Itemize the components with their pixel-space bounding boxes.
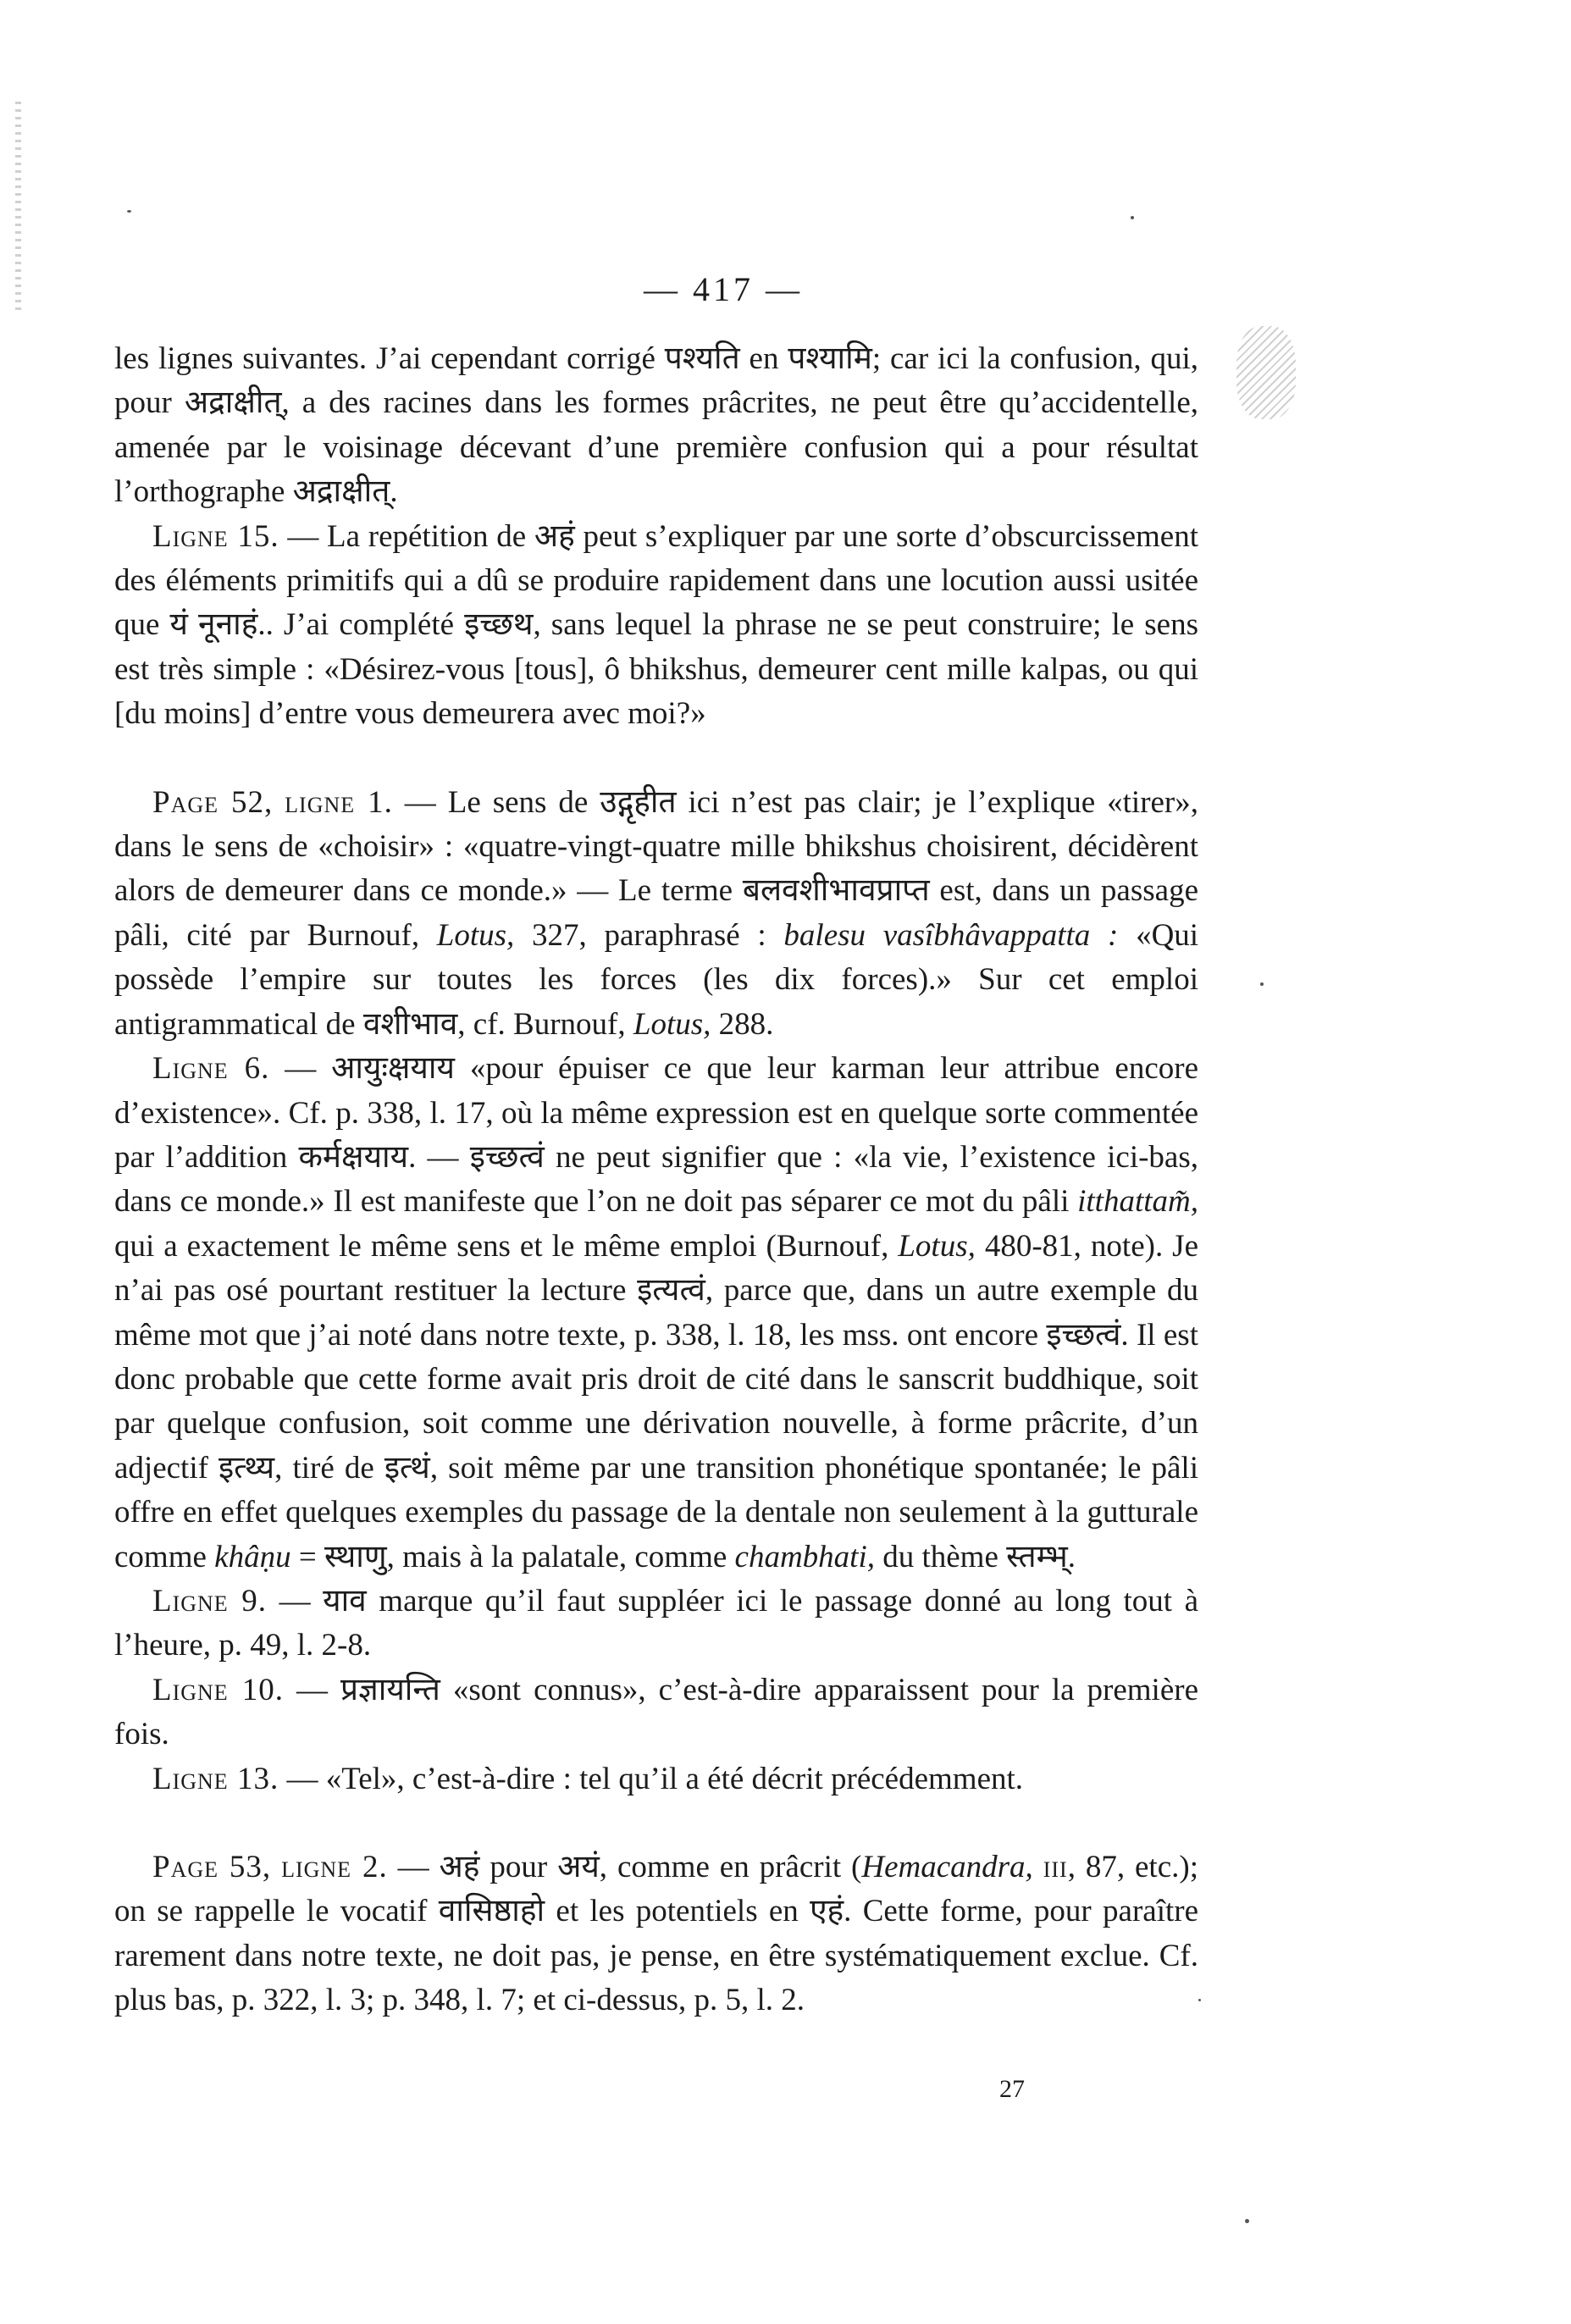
- paragraph-continuation: les lignes suivantes. J’ai cependant corrigé पश्यति en पश्यामि; car ici la confusion, qui, pour अद्राक्षीत्, a des racines dans les formes prâcrites, ne peut être qu’accidentelle, amenée par le voisinage décevant d’une première confusion qui a pour résultat l’orthographe अद्राक्षीत्.: [114, 341, 1198, 510]
- line-reference: Ligne 9.: [152, 1583, 268, 1618]
- signature-mark: 27: [999, 2075, 1025, 2103]
- page-reference: Page 52,: [152, 784, 274, 820]
- ink-speck: [1260, 982, 1264, 986]
- paragraph-ligne-6: Ligne 6. — आयुःक्षयाय «pour épuiser ce que leur karman leur attribue encore d’existence». Cf. p. 338, l. 17, où la même expression est en quelque sorte commentée par l’addition कर्मक्षयाय. — इच्छत्वं ne peut signifier que : «la vie, l’existence ici-bas, dans ce monde.» Il est manifeste que l’on ne doit pas séparer ce mot du pâli itthattam̃, qui a exactement le même sens et le même emploi (Burnouf, Lotus, 480-81, note). Je n’ai pas osé pourtant restituer la lecture इत्यत्वं, parce que, dans un autre exemple du même mot que j’ai noté dans notre texte, p. 338, l. 18, les mss. ont encore इच्छत्वं. Il est donc probable que cette forme avait pris droit de cité dans le sanscrit buddhique, soit par quelque confusion, soit comme une dérivation nouvelle, à forme prâcrite, d’un adjectif इत्थ्य, tiré de इत्थं, soit même par une transition phonétique spontanée; le pâli offre en effet quelques exemples du passage de la dentale non seulement à la gutturale comme khâṇu = स्थाणु, mais à la palatale, comme chambhati, du thème स्तम्भ्.: [114, 1051, 1199, 1574]
- paragraph-page-53-ligne-2: Page 53, ligne 2. — अहं pour अयं, comme en prâcrit (Hemacandra, iii, 87, etc.); on se rappelle le vocatif वासिष्ठाहो et les potentiels en एहं. Cette forme, pour paraître rarement dans notre texte, ne doit pas, je pense, en être systématiquement exclue. Cf. plus bas, p. 322, l. 3; p. 348, l. 7; et ci-dessus, p. 5, l. 2.: [114, 1850, 1198, 2018]
- paragraph-ligne-9: Ligne 9. — याव marque qu’il faut suppléer ici le passage donné au long tout à l’heure, p. 49, l. 2-8.: [114, 1583, 1199, 1663]
- line-reference: Ligne 13.: [152, 1761, 279, 1796]
- ink-smudge: [1236, 326, 1296, 419]
- line-reference: ligne 2.: [281, 1850, 388, 1884]
- ink-speck: [1131, 216, 1134, 219]
- page-reference: Page 53,: [152, 1850, 272, 1884]
- ink-speck: [1198, 1999, 1201, 2001]
- ink-speck: [127, 210, 131, 213]
- line-reference: ligne 1.: [285, 784, 393, 820]
- page-number: — 417 —: [644, 270, 803, 308]
- ink-speck: [1245, 2219, 1249, 2223]
- page-body: [114, 337, 1198, 2023]
- line-reference: Ligne 10.: [152, 1672, 284, 1707]
- line-reference: Ligne 6.: [152, 1051, 270, 1087]
- paragraph-page-52-ligne-1: Page 52, ligne 1. — Le sens de उद्गृहीत ici n’est pas clair; je l’explique «tirer», dans le sens de «choisir» : «quatre-vingt-quatre mille bhikshus choisirent, décidèrent alors de demeurer dans ce monde.» — Le terme बलवशीभावप्राप्त est, dans un passage pâli, cité par Burnouf, Lotus, 327, paraphrasé : balesu vasîbhâvappatta : «Qui possède l’empire sur toutes les forces (les dix forces).» Sur cet emploi antigrammatical de वशीभाव, cf. Burnouf, Lotus, 288.: [114, 784, 1199, 1042]
- line-reference: Ligne 15.: [152, 518, 279, 554]
- paragraph-ligne-13: Ligne 13. — «Tel», c’est-à-dire : tel qu’il a été décrit précédemment.: [152, 1761, 1024, 1796]
- paragraph-ligne-10: Ligne 10. — प्रज्ञायन्ति «sont connus», c’est-à-dire apparaissent pour la première fois.: [114, 1672, 1198, 1752]
- paragraph-ligne-15: Ligne 15. — La repétition de अहं peut s’expliquer par une sorte d’obscurcissement des éléments primitifs qui a dû se produire rapidement dans une locution aussi usitée que यं नूनाहं.. J’ai complété इच्छथ, sans lequel la phrase ne se peut construire; le sens est très simple : «Désirez-vous [tous], ô bhikshus, demeurer cent mille kalpas, ou qui [du moins] d’entre vous demeurera avec moi?»: [114, 518, 1198, 732]
